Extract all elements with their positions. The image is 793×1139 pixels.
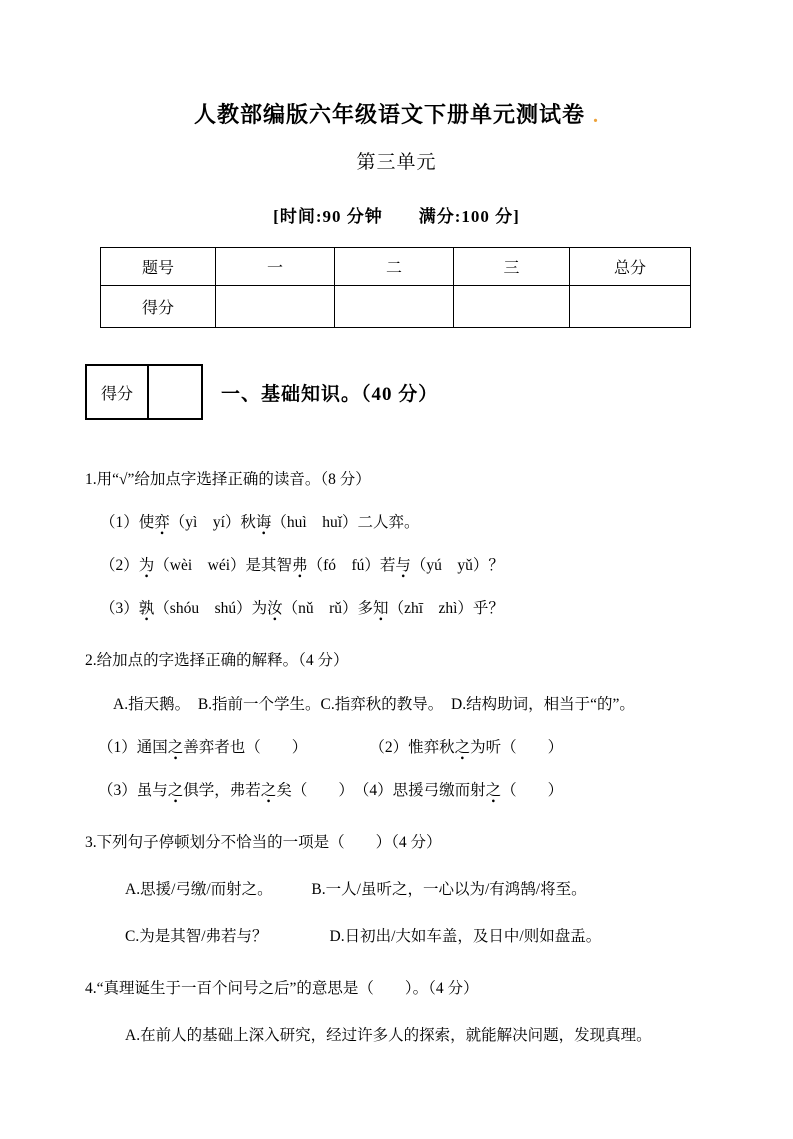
question-4-option-a: A.在前人的基础上深入研究，经过许多人的探索，就能解决问题，发现真理。 xyxy=(125,1027,652,1044)
score-table-header-row xyxy=(101,248,691,286)
question-2-stem: 2.给加点的字选择正确的解释。（4 分） xyxy=(85,652,349,669)
questions-area xyxy=(0,420,793,1139)
score-box xyxy=(85,364,203,420)
section-one-header xyxy=(85,364,793,420)
score-table-score-row xyxy=(101,286,691,328)
section-one-heading: 一、基础知识。（40 分） xyxy=(221,383,439,405)
score-cell-two xyxy=(335,286,454,328)
question-2-item-2: （3）虽与之俱学，弗若之矣（ ） （4）思援弓缴而射之（ ） xyxy=(98,782,564,799)
score-cell-three xyxy=(454,286,570,328)
score-table-header-timu: 题号 xyxy=(101,248,216,286)
page-title-text: 人教部编版六年级语文下册单元测试卷 xyxy=(193,102,585,127)
question-1-item-3: （3）孰（shóu shú）为汝（nǔ rǔ）多知（zhī zhì）乎？ xyxy=(100,600,504,617)
score-table-header-total: 总分 xyxy=(570,248,691,286)
time-score-meta: [时间:90 分钟 满分:100 分] xyxy=(273,207,520,226)
page-title xyxy=(0,98,793,129)
score-table-header-three: 三 xyxy=(454,248,570,286)
score-box-blank-cell xyxy=(149,366,201,418)
score-cell-one xyxy=(216,286,335,328)
score-row-label: 得分 xyxy=(101,286,216,328)
question-1-item-1: （1）使弈（yì yí）秋诲（huì huǐ）二人弈。 xyxy=(100,514,420,531)
score-box-label: 得分 xyxy=(87,366,149,418)
unit-subtitle: 第三单元 xyxy=(356,152,437,173)
question-3-options-ab: A.思援/弓缴/而射之。 B.一人/虽听之，一心以为/有鸿鹄/将至。 xyxy=(125,881,587,898)
score-table-header-two: 二 xyxy=(335,248,454,286)
question-4-stem: 4.“真理诞生于一百个问号之后”的意思是（ ）。（4 分） xyxy=(85,980,479,997)
question-3-options-cd: C.为是其智/弗若与？ D.日初出/大如车盖，及日中/则如盘盂。 xyxy=(125,928,602,945)
title-accent-dot: . xyxy=(593,105,599,127)
question-2-item-1: （1）通国之善弈者也（ ） （2）惟弈秋之为听（ ） xyxy=(98,739,564,756)
score-cell-total xyxy=(570,286,691,328)
question-1-item-2: （2）为（wèi wéi）是其智弗（fó fú）若与（yú yǔ）？ xyxy=(100,557,504,574)
question-3-stem: 3.下列句子停顿划分不恰当的一项是（ ）（4 分） xyxy=(85,834,442,851)
score-summary-table xyxy=(100,247,691,328)
question-1-stem: 1.用“√”给加点字选择正确的读音。（8 分） xyxy=(85,471,371,488)
score-table-header-one: 一 xyxy=(216,248,335,286)
question-2-options: A.指天鹅。 B.指前一个学生。C.指弈秋的教导。 D.结构助词，相当于“的”。 xyxy=(113,696,635,713)
